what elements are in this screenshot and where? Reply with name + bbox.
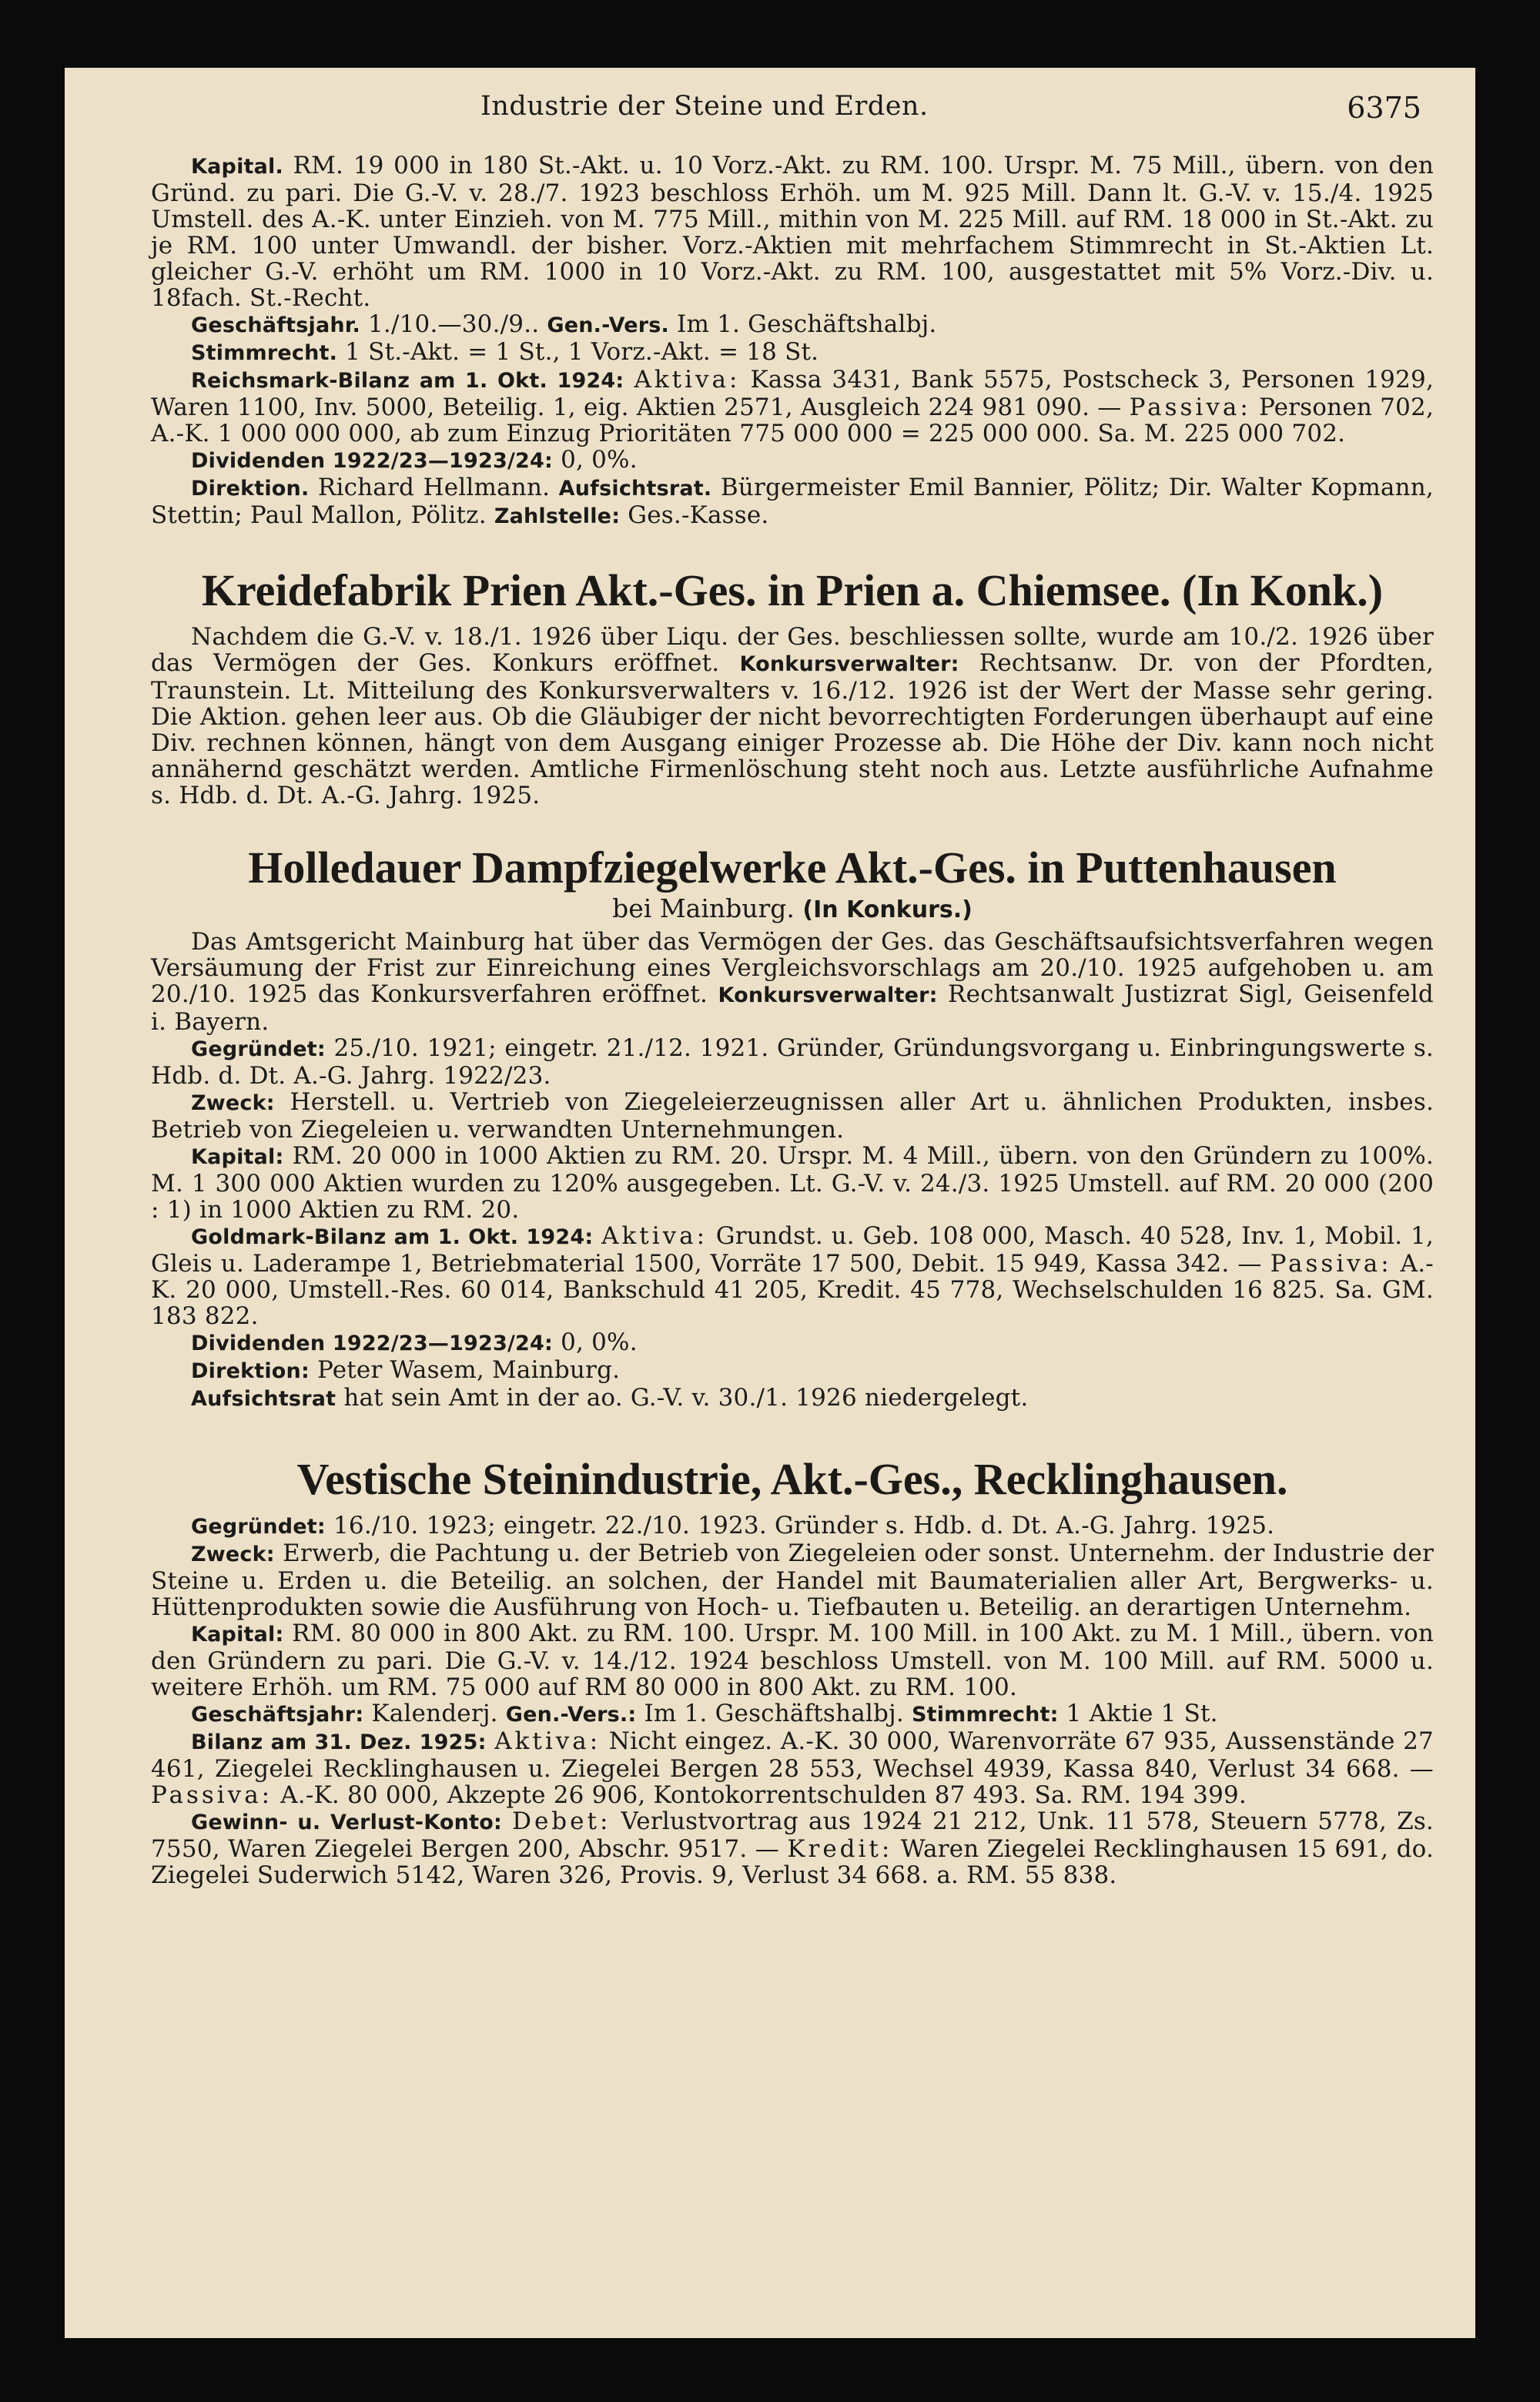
entry-holledauer	[151, 843, 1434, 1412]
paragraph-holledauer-dividenden	[151, 1329, 1434, 1357]
heading-vestische: Vestische Steinindustrie, Akt.-Ges., Recklinghausen.	[296, 1454, 1288, 1504]
text-geschaeftsjahr: Kalenderj.	[371, 1700, 498, 1727]
paragraph-kapital	[151, 152, 1434, 311]
text-geschaeftsjahr: 1./10.—30./9..	[368, 310, 540, 338]
page-body	[151, 152, 1434, 1888]
paragraph-bilanz	[151, 367, 1434, 447]
text-direktion: Peter Wasem, Mainburg.	[317, 1356, 621, 1384]
status-holledauer: (In Konkurs.)	[802, 896, 973, 923]
label-aufsichtsrat: Aufsichtsrat.	[558, 477, 712, 501]
heading-holledauer: Holledauer Dampfziegelwerke Akt.-Ges. in Puttenhausen	[248, 843, 1337, 893]
text-aufsichtsrat: Bürgermeister Emil Bannier, Pölitz; Dir. Walter Kopmann, Stettin; Paul Mallon, Pölitz.	[151, 474, 1434, 529]
text-zweck: Erwerb, die Pachtung u. der Betrieb von Ziegeleien oder sonst. Unternehm. der Industrie der Steine u. Erden u. die Beteilig. an solchen, der Handel mit Baumaterialien aller Art, Bergwerks- u. Hüttenprodukten sowie die Ausführung von Hoch- u. Tiefbauten u. Beteilig. an derartigen Unternehm.	[151, 1539, 1434, 1621]
paragraph-stimmrecht	[151, 339, 1434, 367]
label-direktion: Direktion:	[191, 1359, 310, 1383]
paragraph-holledauer-intro	[151, 929, 1434, 1035]
paragraph-holledauer-bilanz	[151, 1223, 1434, 1329]
text-dividenden: 0, 0%.	[561, 446, 638, 474]
subtitle-holledauer: bei Mainburg.	[612, 893, 795, 923]
label-dividenden: Dividenden 1922/23—1923/24:	[191, 1332, 554, 1355]
entry-prien	[151, 565, 1434, 809]
text-holledauer-1: Das Amtsgericht Mainburg hat über das Vermögen der Ges. das Geschäftsaufsichtsverfahren wegen Versäumung der Frist zur Einreichung eines Vergleichsvorschlags am 20./10. 1925 aufgehoben u. am 20./10. 1925 das Konkursverfahren eröffnet.	[151, 928, 1434, 1008]
text-kapital: RM. 20 000 in 1000 Aktien zu RM. 20. Urspr. M. 4 Mill., übern. von den Gründern zu 100%. M. 1 300 000 Aktien wurden zu 120% ausgegeben. Lt. G.-V. v. 24./3. 1925 Umstell. auf RM. 20 000 (200 : 1) in 1000 Aktien zu RM. 20.	[151, 1142, 1434, 1224]
label-stimmrecht: Stimmrecht.	[191, 341, 338, 365]
text-kapital: RM. 19 000 in 180 St.-Akt. u. 10 Vorz.-Akt. zu RM. 100. Urspr. M. 75 Mill., übern. von den Gründ. zu pari. Die G.-V. v. 28./7. 1923 beschloss Erhöh. um M. 925 Mill. Dann lt. G.-V. v. 15./4. 1925 Umstell. des A.-K. unter Einzieh. von M. 775 Mill., mithin von M. 225 Mill. auf RM. 18 000 in St.-Akt. zu je RM. 100 unter Umwandl. der bisher. Vorz.-Aktien mit mehrfachem Stimmrecht in St.-Aktien Lt. gleicher G.-V. erhöht um RM. 1000 in 10 Vorz.-Akt. zu RM. 100, ausgestattet mit 5% Vorz.-Div. u. 18fach. St.-Recht.	[151, 152, 1434, 312]
paragraph-geschaeftsjahr	[151, 311, 1434, 339]
text-zahlstelle: Ges.-Kasse.	[628, 501, 769, 529]
text-kredit: Waren Ziegelei Recklinghausen 15 691, do. Ziegelei Suderwich 5142, Waren 326, Provis. 9, Verlust 34 668. a. RM. 55 838.	[151, 1835, 1434, 1889]
heading-prien	[151, 565, 1434, 616]
label-guv: Gewinn- u. Verlust-Konto:	[191, 1811, 502, 1834]
label-kapital: Kapital.	[191, 155, 283, 179]
label-stimmrecht: Stimmrecht:	[911, 1703, 1059, 1727]
text-passiva: A.-K. 20 000, Umstell.-Res. 60 014, Bankschuld 41 205, Kredit. 45 778, Wechselschulden 16 825. Sa. GM. 183 822.	[151, 1250, 1434, 1330]
label-kredit: Kredit:	[787, 1835, 893, 1863]
page	[65, 68, 1475, 2338]
label-passiva: Passiva:	[151, 1781, 273, 1809]
heading-prien-status: (In Konk.)	[1182, 565, 1384, 615]
text-passiva: A.-K. 80 000, Akzepte 26 906, Kontokorrentschulden 87 493. Sa. RM. 194 399.	[280, 1781, 1247, 1809]
label-prien-verwalter: Konkursverwalter:	[739, 652, 959, 676]
label-aufsichtsrat: Aufsichtsrat	[191, 1387, 336, 1411]
label-gegruendet: Gegründet:	[191, 1037, 326, 1061]
paragraph-direktion	[151, 474, 1434, 530]
paragraph-prien	[151, 624, 1434, 809]
text-aktiva: Kassa 3431, Bank 5575, Postscheck 3, Personen 1929, Waren 1100, Inv. 5000, Beteilig. 1, eig. Aktien 2571, Ausgleich 224 981 090. —	[151, 366, 1434, 421]
paragraph-vestische-gegruendet	[151, 1513, 1434, 1540]
label-zweck: Zweck:	[191, 1091, 275, 1115]
label-bilanz: Bilanz am 31. Dez. 1925:	[191, 1730, 487, 1754]
text-gegruendet: 16./10. 1923; eingetr. 22./10. 1923. Gründer s. Hdb. d. Dt. A.-G. Jahrg. 1925.	[333, 1512, 1275, 1539]
page-number: 6375	[1347, 91, 1421, 125]
heading-prien-title: Kreidefabrik Prien Akt.-Ges. in Prien a. Chiemsee.	[201, 565, 1171, 615]
paragraph-vestische-kapital	[151, 1620, 1434, 1700]
paragraph-vestische-guv	[151, 1808, 1434, 1888]
text-kapital: RM. 80 000 in 800 Akt. zu RM. 100. Urspr. M. 100 Mill. in 100 Akt. zu M. 1 Mill., übern. von den Gründern zu pari. Die G.-V. v. 14./12. 1924 beschloss Umstell. von M. 100 Mill. auf RM. 5000 u. weitere Erhöh. um RM. 75 000 auf RM 80 000 in 800 Akt. zu RM. 100.	[151, 1620, 1434, 1701]
paragraph-vestische-bilanz	[151, 1728, 1434, 1808]
label-passiva: Passiva:	[1270, 1250, 1392, 1278]
running-title: Industrie der Steine und Erden.	[480, 91, 929, 122]
paragraph-holledauer-direktion	[151, 1357, 1434, 1385]
paragraph-vestische-geschaeftsjahr	[151, 1700, 1434, 1728]
text-debet: Verlustvortrag aus 1924 21 212, Unk. 11 578, Steuern 5778, Zs. 7550, Waren Ziegelei Bergen 200, Abschr. 9517. —	[151, 1807, 1434, 1863]
running-head	[65, 91, 1475, 129]
text-stimmrecht: 1 Aktie 1 St.	[1066, 1700, 1218, 1727]
paragraph-holledauer-aufsichtsrat	[151, 1385, 1434, 1412]
label-zahlstelle: Zahlstelle:	[494, 504, 621, 528]
label-kapital: Kapital:	[191, 1623, 284, 1647]
text-holledauer-2: Rechtsanwalt Justizrat Sigl, Geisenfeld i. Bayern.	[151, 980, 1434, 1036]
entry-vestische	[151, 1454, 1434, 1888]
text-passiva: Personen 702, A.-K. 1 000 000 000, ab zum Einzug Prioritäten 775 000 000 = 225 000 000. Sa. M. 225 000 702.	[151, 394, 1434, 447]
label-kapital: Kapital:	[191, 1145, 284, 1169]
label-aktiva: Aktiva:	[634, 366, 741, 394]
text-prien-1: Nachdem die G.-V. v. 18./1. 1926 über Liqu. der Ges. beschliessen sollte, wurde am 10./2. 1926 über das Vermögen der Ges. Konkurs eröffnet.	[151, 623, 1434, 677]
label-aktiva: Aktiva:	[494, 1727, 601, 1755]
label-gen-vers: Gen.-Vers.	[547, 313, 669, 337]
text-zweck: Herstell. u. Vertrieb von Ziegeleierzeugnissen aller Art u. ähnlichen Produkten, insbes. Betrieb von Ziegeleien u. verwandten Unternehmungen.	[151, 1088, 1434, 1144]
text-aufsichtsrat: hat sein Amt in der ao. G.-V. v. 30./1. 1926 niedergelegt.	[343, 1384, 1029, 1412]
paragraph-dividenden	[151, 447, 1434, 474]
text-aktiva: Grundst. u. Geb. 108 000, Masch. 40 528, Inv. 1, Mobil. 1, Gleis u. Laderampe 1, Betriebmaterial 1500, Vorräte 17 500, Debit. 15 949, Kassa 342. —	[151, 1222, 1434, 1278]
label-aktiva: Aktiva:	[601, 1222, 708, 1250]
label-zweck: Zweck:	[191, 1543, 275, 1566]
text-dividenden: 0, 0%.	[561, 1328, 638, 1356]
text-gegruendet: 25./10. 1921; eingetr. 21./12. 1921. Gründer, Gründungsvorgang u. Einbringungswerte s. Hdb. d. Dt. A.-G. Jahrg. 1922/23.	[151, 1034, 1434, 1090]
label-debet: Debet:	[512, 1807, 611, 1835]
label-dividenden: Dividenden 1922/23—1923/24:	[191, 449, 554, 473]
text-prien-2: Rechtsanw. Dr. von der Pfordten, Traunstein. Lt. Mitteilung des Konkursverwalters v. 16./12. 1926 ist der Wert der Masse sehr gering. Die Aktion. gehen leer aus. Ob die Gläubiger der nicht bevorrechtigten Forderungen überhaupt auf eine Div. rechnen können, hängt von dem Ausgang einiger Prozesse ab. Die Höhe der Div. kann noch nicht annähernd geschätzt werden. Amtliche Firmenlöschung steht noch aus. Letzte ausführliche Aufnahme s. Hdb. d. Dt. A.-G. Jahrg. 1925.	[151, 649, 1434, 809]
label-gen-vers: Gen.-Vers.:	[505, 1703, 637, 1727]
entry-poelitz	[151, 152, 1434, 530]
label-bilanz: Reichsmark-Bilanz am 1. Okt. 1924:	[191, 369, 624, 393]
text-stimmrecht: 1 St.-Akt. = 1 St., 1 Vorz.-Akt. = 18 St.	[345, 338, 819, 366]
label-bilanz: Goldmark-Bilanz am 1. Okt. 1924:	[191, 1225, 594, 1249]
label-geschaeftsjahr: Geschäftsjahr:	[191, 1703, 364, 1727]
label-passiva: Passiva:	[1129, 394, 1251, 421]
label-holledauer-verwalter: Konkursverwalter:	[718, 983, 938, 1007]
label-geschaeftsjahr: Geschäftsjahr.	[191, 313, 360, 337]
text-gen-vers: Im 1. Geschäftshalbj.	[677, 310, 937, 338]
paragraph-holledauer-gegruendet	[151, 1035, 1434, 1089]
label-direktion: Direktion.	[191, 477, 310, 501]
paragraph-holledauer-zweck	[151, 1089, 1434, 1143]
label-gegruendet: Gegründet:	[191, 1515, 326, 1539]
paragraph-holledauer-kapital	[151, 1143, 1434, 1223]
subheading-holledauer	[151, 893, 1434, 926]
paragraph-vestische-zweck	[151, 1540, 1434, 1620]
text-gen-vers: Im 1. Geschäftshalbj.	[644, 1700, 904, 1727]
text-aktiva: Nicht eingez. A.-K. 30 000, Warenvorräte 67 935, Aussenstände 27 461, Ziegelei Recklinghausen u. Ziegelei Bergen 28 553, Wechsel 4939, Kassa 840, Verlust 34 668. —	[151, 1727, 1434, 1783]
text-direktion: Richard Hellmann.	[317, 474, 551, 501]
